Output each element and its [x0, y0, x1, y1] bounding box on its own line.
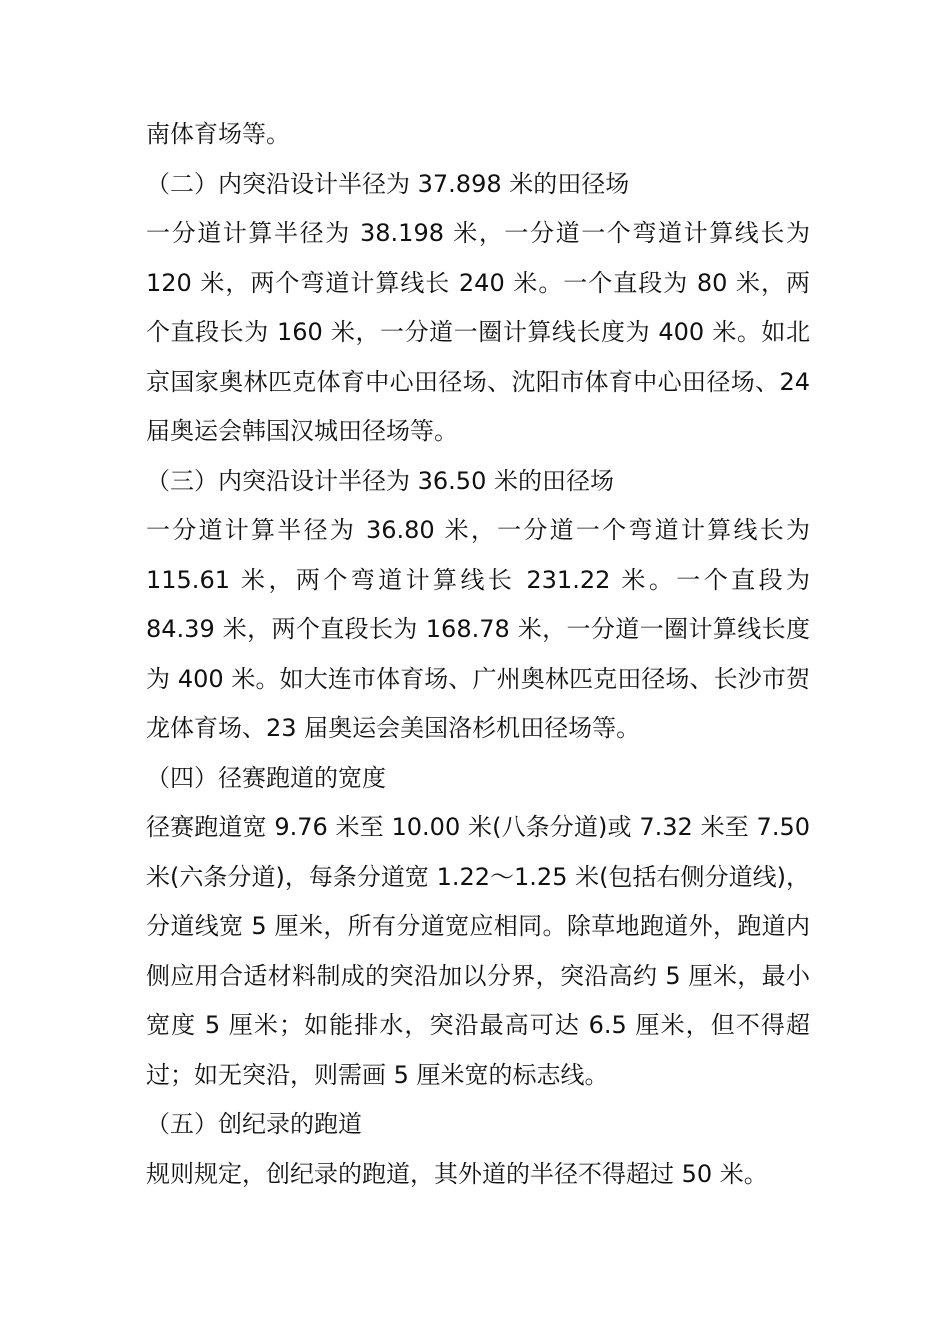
section-heading-4: （四）径赛跑道的宽度	[146, 763, 386, 792]
section-body-5: 规则规定，创纪录的跑道，其外道的半径不得超过 50 米。	[146, 1159, 768, 1188]
section-heading-2: （二）内突沿设计半径为 37.898 米的田径场	[146, 169, 630, 198]
paragraph-continuation: 南体育场等。	[146, 120, 290, 148]
section-heading-5: （五）创纪录的跑道	[146, 1110, 362, 1138]
section-heading-3: （三）内突沿设计半径为 36.50 米的田径场	[146, 466, 614, 495]
document-body	[146, 110, 810, 1199]
section-body-3: 一分道计算半径为 36.80 米，一分道一个弯道计算线长为 115.61 米，两个弯道计算线长 231.22 米。一个直段为 84.39 米，两个直段长为 168.78 米，一分道一圈计算线长度为 400 米。如大连市体育场、广州奥林匹克田径场、长沙市贺龙体育场、23 届奥运会美国洛杉机田径场等。	[146, 516, 810, 742]
section-body-2: 一分道计算半径为 38.198 米，一分道一个弯道计算线长为 120 米，两个弯道计算线长 240 米。一个直段为 80 米，两个直段长为 160 米，一分道一圈计算线长度为 400 米。如北京国家奥林匹克体育中心田径场、沈阳市体育中心田径场、24 届奥运会韩国汉城田径场等。	[146, 219, 810, 445]
section-body-4: 径赛跑道宽 9.76 米至 10.00 米(八条分道)或 7.32 米至 7.50 米(六条分道)，每条分道宽 1.22～1.25 米(包括右侧分道线)，分道线宽 5 厘米，所有分道宽应相同。除草地跑道外，跑道内侧应用合适材料制成的突沿加以分界，突沿高约 5 厘米，最小宽度 5 厘米；如能排水，突沿最高可达 6.5 厘米，但不得超过；如无突沿，则需画 5 厘米宽的标志线。	[146, 813, 810, 1089]
